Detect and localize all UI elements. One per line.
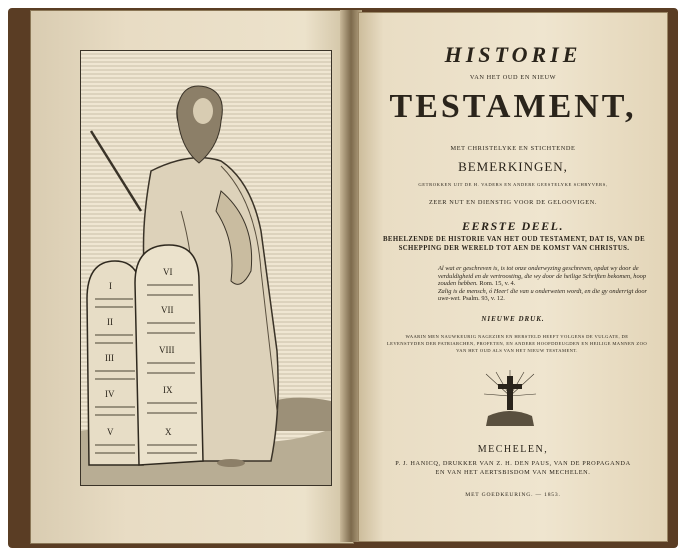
title-historie: HISTORIE [444,42,582,67]
tablet-right-numeral: IX [163,385,173,395]
quote-romans: Al wat er geschreven is, is tot onze onderwyzing geschreven, opdat wy door de verduldigheid en de vertroosting, die wy door de heilige Schriften bekomen, hoop zouden hebben. [438,265,647,288]
tablet-left-numeral: I [109,281,112,291]
tablet-left-numeral: II [107,317,113,327]
subtitle-bemerkingen: BEMERKINGEN, [458,159,568,174]
tablet-left-numeral: V [107,427,114,437]
cross-vertical [507,376,513,410]
cross-vignette [482,370,538,428]
title-subline: VAN HET OUD EN NIEUW [469,74,557,81]
subtitle-christelyke: MET CHRISTELYKE EN STICHTENDE [450,145,576,152]
quote-psalm: Zalig is de mensch, ó Heer! die van u onderweten wordt, en die gy onderrigt door uwe-wet. [438,287,648,303]
face [193,98,213,124]
tablet-right-numeral: VIII [159,345,175,355]
printer-line-2: EN VAN HET AERTSBISDOM VAN MECHELEN. [435,468,591,476]
tablet-right-numeral: VI [163,267,173,277]
staff [91,131,141,211]
foot [217,459,245,467]
imprint-printer [380,460,646,477]
tablet-right-numeral: VII [161,305,174,315]
quote-romans-ref: Rom. 15, v. 4. [479,280,516,288]
approval-date: MET GOEDKEURING. — 1853. [465,492,561,498]
moses-illustration [81,51,331,485]
frontispiece-engraving [80,50,332,486]
title-testament: TESTAMENT, [389,88,637,125]
mound [486,411,534,426]
beard-hair [177,86,222,163]
edition-note: WAARIN MEN NAUWKEURIG NAGEZIEN EN HERSTELD HEEFT VOLGENS DE VULGATE, DE LEVENSTYDEN DER PATRIARCHEN, PROFETEN, EN ANDERE HOOFDDEUGDEN EN HEILIGE MANNEN ZOO VAN HET OUD ALS VAN HET NIEUW TESTAMENT. [386,334,648,353]
tablet-left-numeral: III [105,353,114,363]
scripture-quotes [438,265,650,303]
contents-description: BEHELZENDE DE HISTORIE VAN HET OUD TESTAMENT, DAT IS, VAN DE SCHEPPING DER WERELD TOT AEN DE KOMST VAN CHRISTUS. [382,236,646,252]
subtitle-getrokken: GETROKKEN UIT DE H. VADERS EN ANDERE GEESTELYKE SCHRYVERS, [418,182,608,187]
quote-psalm-ref: Psalm. 93, v. 12. [462,295,505,303]
imprint-place: MECHELEN, [477,444,549,455]
tablet-left-numeral: IV [105,389,115,399]
edition-label: NIEUWE DRUK. [481,315,545,323]
volume-label: EERSTE DEEL. [461,219,565,233]
subtitle-geloovigen: ZEER NUT EN DIENSTIG VOOR DE GELOOVIGEN. [428,199,598,206]
printer-line-1: P. J. HANICQ, DRUKKER VAN Z. H. DEN PAUS, VAN DE PROPAGANDA [395,460,631,467]
tablet-right-numeral: X [165,427,172,437]
cross-horizontal [498,384,522,389]
